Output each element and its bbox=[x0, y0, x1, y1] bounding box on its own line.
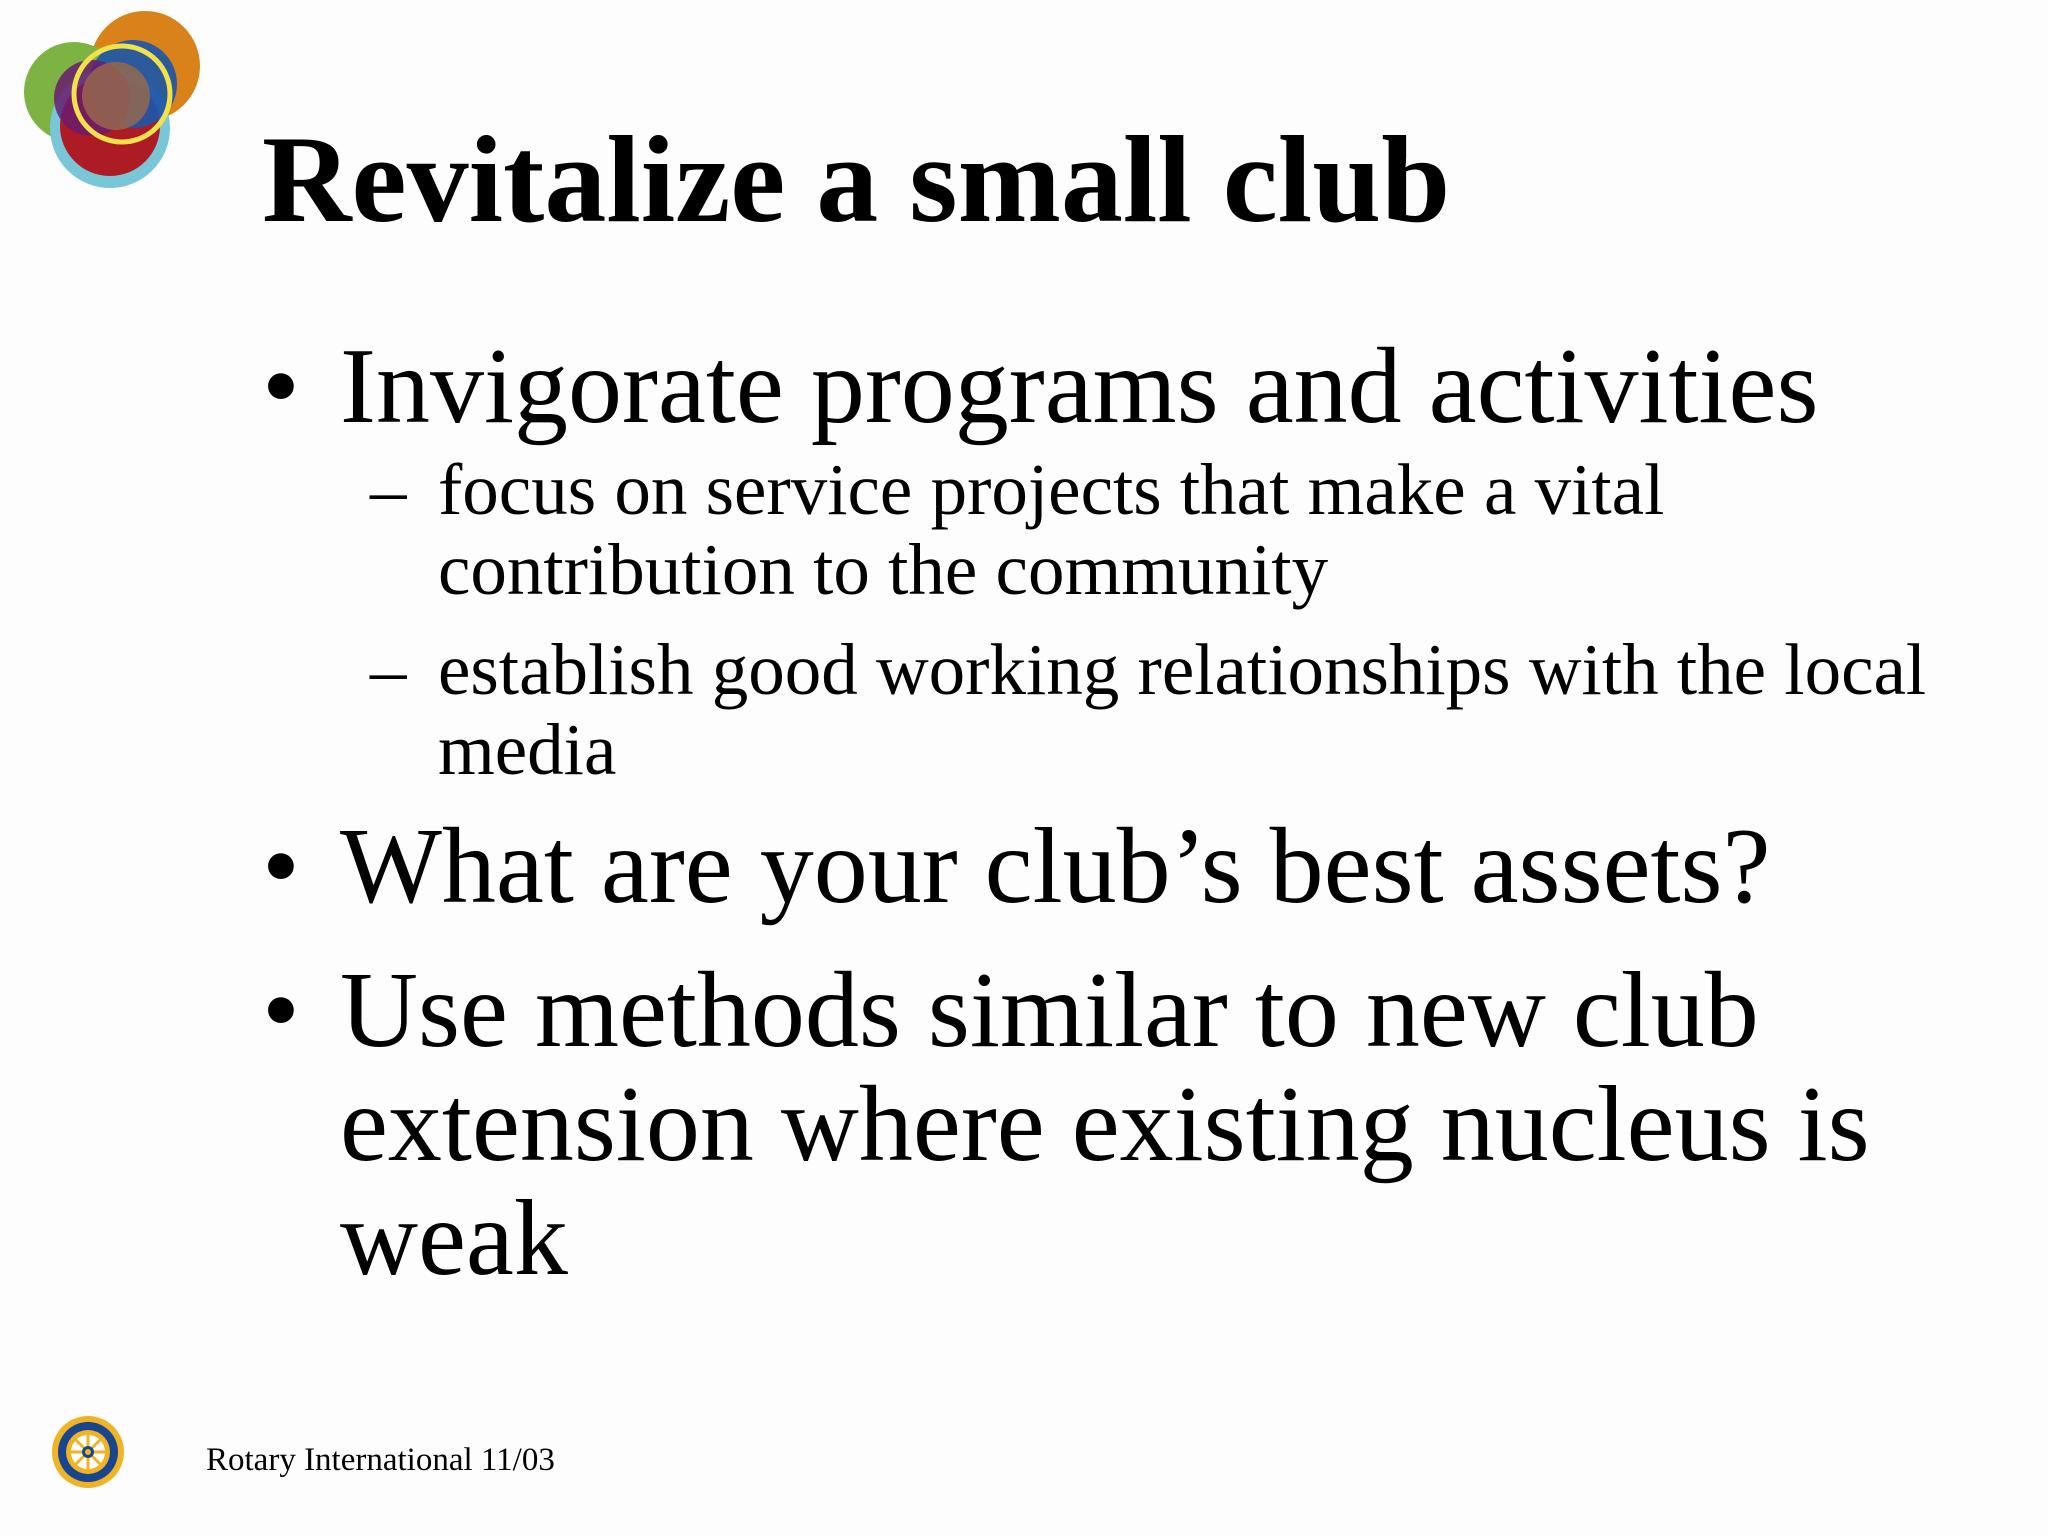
sub-bullet-text: establish good working relationships with the local media bbox=[438, 629, 1927, 790]
bullet-symbol: • bbox=[262, 807, 300, 926]
bullet-text: What are your club’s best assets? bbox=[340, 807, 1771, 926]
bullet-item bbox=[262, 951, 2002, 1298]
slide-title: Revitalize a small club bbox=[262, 111, 1451, 248]
footer-text: Rotary International 11/03 bbox=[206, 1442, 555, 1478]
sub-bullet-symbol: – bbox=[370, 449, 407, 530]
bullet-symbol: • bbox=[262, 951, 300, 1070]
bullet-symbol: • bbox=[262, 327, 300, 446]
sub-bullet-text: focus on service projects that make a vital contribution to the community bbox=[438, 449, 1665, 610]
bullet-item bbox=[262, 807, 2002, 926]
overlapping-circles-logo bbox=[12, 6, 212, 196]
bullet-text: Use methods similar to new club extension where existing nucleus is weak bbox=[340, 951, 1870, 1298]
bullet-item bbox=[262, 327, 2002, 790]
sub-bullet-item bbox=[370, 450, 2002, 610]
sub-bullet-item bbox=[370, 630, 2002, 790]
sub-bullet-list bbox=[340, 450, 2002, 790]
bullet-list bbox=[262, 327, 2002, 1298]
bullet-text: Invigorate programs and activities bbox=[340, 327, 1819, 446]
rotary-wheel-emblem bbox=[50, 1414, 126, 1490]
sub-bullet-symbol: – bbox=[370, 629, 407, 710]
